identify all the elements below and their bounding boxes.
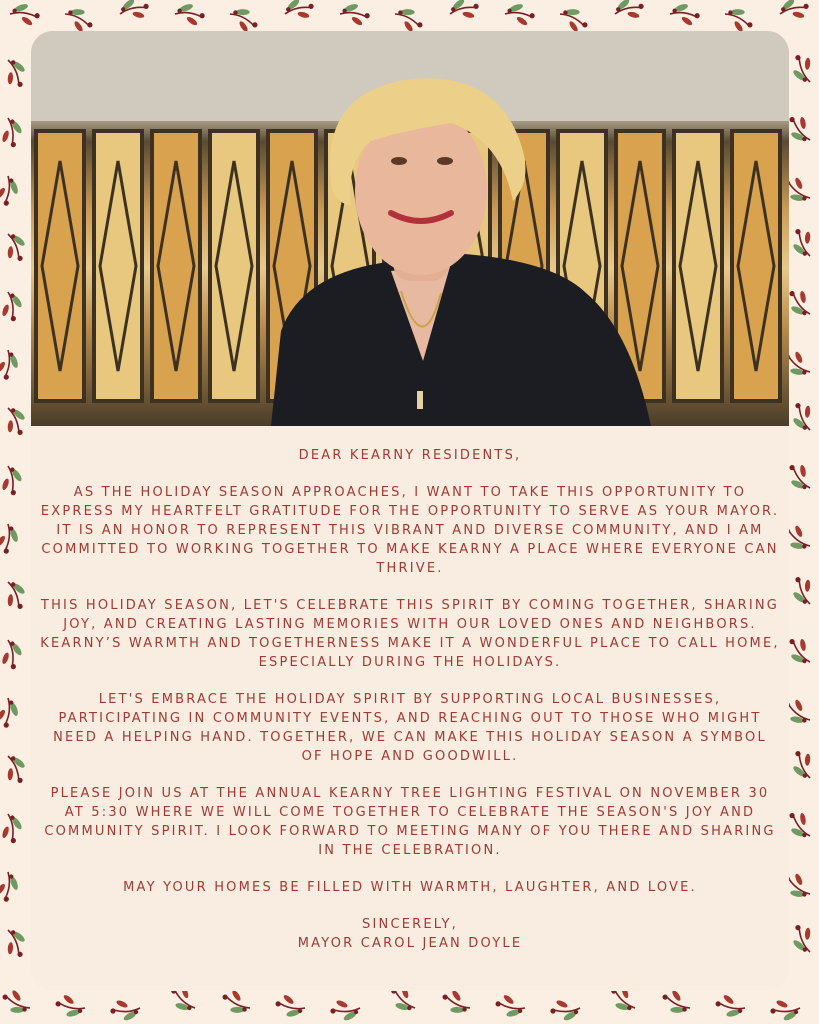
holly-sprig-icon (787, 747, 819, 783)
holly-sprig-icon (0, 813, 25, 844)
letter-greeting: DEAR KEARNY RESIDENTS, (298, 448, 522, 463)
holly-sprig-icon (668, 0, 701, 28)
holly-sprig-icon (503, 0, 536, 28)
holly-sprig-icon (8, 0, 41, 28)
holly-sprig-icon (778, 0, 811, 23)
holly-sprig-icon (0, 639, 25, 670)
holly-sprig-icon (173, 0, 206, 28)
holly-sprig-icon (0, 403, 31, 439)
stained-glass-window-icon (31, 31, 789, 426)
holly-sprig-icon (53, 992, 88, 1022)
letter-signoff (31, 915, 789, 953)
holly-sprig-icon (0, 291, 25, 322)
portrait-photo (31, 31, 789, 426)
letter-paragraph: AS THE HOLIDAY SEASON APPROACHES, I WANT TO TAKE THIS OPPORTUNITY TO EXPRESS MY HEARTFELT GRATITUDE FOR THE OPPORTUNITY TO SERVE AS YOUR MAYOR. IT IS AN HONOR TO REPRESENT THIS VIBRANT AND DIVERSE COMMUNITY, AND I AM COMMITTED TO WORKING TOGETHER TO MAKE KEARNY A PLACE WHERE EVERYONE CAN THRIVE. (40, 485, 780, 576)
holly-sprig-icon (0, 55, 31, 91)
holly-sprig-icon (0, 925, 31, 961)
holly-sprig-icon (283, 0, 316, 23)
holly-sprig-icon (0, 348, 22, 381)
holly-sprig-icon (273, 992, 308, 1022)
letter-paragraph: THIS HOLIDAY SEASON, LET'S CELEBRATE THIS SPIRIT BY COMING TOGETHER, SHARING JOY, AND CREATING LASTING MEMORIES WITH OUR LOVED ONES AND NEIGHBORS. KEARNY’S WARMTH AND TOGETHERNESS MAKE IT A WONDERFUL PLACE TO CALL HOME, ESPECIALLY DURING THE HOLIDAYS. (40, 598, 780, 670)
letter-paragraph: LET'S EMBRACE THE HOLIDAY SPIRIT BY SUPPORTING LOCAL BUSINESSES, PARTICIPATING IN COMMUNITY EVENTS, AND REACHING OUT TO THOSE WHO MIGHT NEED A HELPING HAND. TOGETHER, WE CAN MAKE THIS HOLIDAY SEASON A SYMBOL OF HOPE AND GOODWILL. (53, 692, 767, 764)
holly-sprig-icon (110, 999, 140, 1022)
holly-sprig-icon (0, 465, 25, 496)
letter-paragraph: PLEASE JOIN US AT THE ANNUAL KEARNY TREE LIGHTING FESTIVAL ON NOVEMBER 30 AT 5:30 WHERE WE WILL COME TOGETHER TO CELEBRATE THE SEASON'S JOY AND COMMUNITY SPIRIT. I LOOK FORWARD TO MEETING MANY OF YOU THERE AND SHARING IN THE CELEBRATION. (44, 786, 776, 858)
letter-paragraph: MAY YOUR HOMES BE FILLED WITH WARMTH, LAUGHTER, AND LOVE. (123, 880, 697, 895)
holly-sprig-icon (787, 51, 819, 87)
letter-signature: MAYOR CAROL JEAN DOYLE (297, 936, 523, 951)
holly-sprig-icon (0, 870, 22, 903)
holiday-letter (31, 426, 789, 953)
holly-sprig-icon (787, 921, 819, 957)
holly-sprig-icon (330, 999, 360, 1022)
holly-sprig-icon (0, 696, 22, 729)
holly-sprig-icon (118, 0, 151, 23)
holly-sprig-icon (787, 573, 819, 609)
holly-sprig-icon (0, 751, 31, 787)
holly-sprig-icon (338, 0, 371, 28)
holly-sprig-icon (0, 174, 22, 207)
holly-sprig-icon (787, 399, 819, 435)
holly-sprig-icon (448, 0, 481, 23)
holly-sprig-icon (0, 229, 31, 265)
letter-closing: SINCERELY, (362, 917, 458, 932)
holly-sprig-icon (0, 522, 22, 555)
holly-sprig-icon (613, 0, 646, 23)
holly-sprig-icon (0, 985, 34, 1020)
holly-sprig-icon (713, 992, 748, 1022)
holly-sprig-icon (770, 999, 800, 1022)
holly-sprig-icon (493, 992, 528, 1022)
holly-sprig-icon (0, 117, 25, 148)
holly-sprig-icon (787, 225, 819, 261)
holly-sprig-icon (550, 999, 580, 1022)
letter-card (31, 31, 789, 991)
holly-sprig-icon (0, 577, 31, 613)
